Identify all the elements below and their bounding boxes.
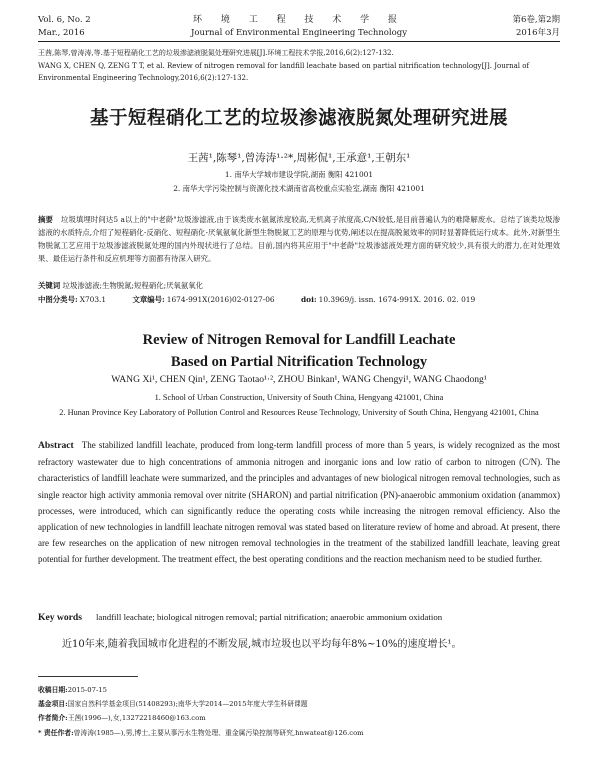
authors-cn: 王茜¹,陈琴¹,曾涛涛¹·²*,周彬侃¹,王承意¹,王朝东¹ (187, 152, 411, 164)
affiliation-cn-1: 1. 南华大学城市建设学院,湖南 衡阳 421001 (224, 170, 374, 179)
keywords-en-text: landfill leachate; biological nitrogen removal; partial nitrification; anaerobic ammonium oxidation (95, 612, 443, 622)
abstract-en-text: The stabilized landfill leachate, produced from long-term landfill process of more than 5 years, is widely recognized as the most refractory wastewater due to high concentrations of ammonia nitrogen and inorganic ions and low ratio of carbon to nitrogen (C/N). The characteristics of landfill leachate were summarized, and the principles and advantages of new biological nitrogen removal technologies, such as single reactor high activity ammonia removal over nitrite (SHARON) and partial nitrification (PN)-anaerobic ammonium oxidation (anammox) processes, were introduced, which can significantly reduce the operating costs while increasing the nitrogen removal efficiency. Also the application of new technologies in landfill leachate nitrogen removal was stated based on literature review of home and abroad. At present, there are few researches on the application of new nitrogen removal technologies in the treatment of the stabilized landfill leachate, leaving great potential for further development. The treatment effect, the best operating conditions and the reaction mechanism need to be studied further. (38, 440, 560, 565)
classification-line (38, 294, 560, 305)
footnote-divider (38, 676, 138, 677)
keywords-cn-label: 关键词 (38, 281, 61, 290)
citation-block (38, 47, 560, 85)
citation-en-line2: Environmental Engineering Technology,2016,6(2):127-132. (38, 74, 249, 82)
footnote-author: 作者简介:王茜(1996—),女,13272218460@163.com (38, 714, 206, 723)
abstract-cn (38, 213, 560, 265)
document-code: 文章编号: 1674-991X(2016)02-0127-06 (132, 295, 275, 304)
journal-name (38, 14, 560, 40)
abstract-en-label: Abstract (38, 440, 74, 451)
footnotes (38, 683, 560, 740)
title-cn: 基于短程硝化工艺的垃圾渗滤液脱氮处理研究进展 (89, 108, 508, 129)
citation-en-line1: WANG X, CHEN Q, ZENG T T, et al. Review of nitrogen removal for landfill leachate based on partial nitrification technology[J]. Journal of (38, 61, 530, 70)
title-en-line1: Review of Nitrogen Removal for Landfill Leachate (142, 332, 456, 348)
date-cn: 2016年3月 (515, 28, 560, 38)
affiliation-cn-2: 2. 南华大学污染控制与资源化技术湖南省高校重点实验室,湖南 衡阳 421001 (173, 184, 425, 193)
keywords-cn-text: 垃圾渗滤液;生物脱氮;短程硝化;厌氧氨氧化 (62, 281, 204, 290)
title-en (38, 329, 560, 373)
citation-cn: 王茜,陈琴,曾涛涛,等.基于短程硝化工艺的垃圾渗滤液脱氮处理研究进展[J].环境工程技术学报,2016,6(2):127-132. (38, 49, 394, 57)
footnote-received: 收稿日期:2015-07-15 (38, 686, 107, 694)
affiliation-en-2: 2. Hunan Province Key Laboratory of Pollution Control and Resources Reuse Technology, University of South China, Hengyang 421001, China (59, 408, 539, 417)
volume: Vol. 6, No. 2 (38, 15, 91, 25)
abstract-cn-text: 垃圾填埋时间达5 a以上的"中老龄"垃圾渗滤液,由于该类废水氨氮浓度较高,无机离子浓度高,C/N较低,是目前普遍认为的难降解废水。总结了该类垃圾渗滤液的水质特点,介绍了短程硝化-反硝化、短程硝化-厌氧氨氧化新型生物脱氮工艺的原理与优势,阐述以在提高脱氮效率的同时显著降低运行成本。此外,对新型生物脱氮工艺应用于垃圾渗滤液脱氮处理的国内外现状进行了总结。目前,国内将其应用于"中老龄"垃圾渗滤液处理方面的研究较少,具有很大的潜力,在对处理效果、最佳运行条件和反应机理等方面都有待深入研究。 (38, 215, 561, 263)
abstract-en (38, 437, 560, 568)
footnote-corresponding: * 责任作者:曾涛涛(1985—),男,博士,主要从事污水生物处理、重金属污染控制等研究,hnwateat@126.com (38, 728, 364, 737)
footnote-fund: 基金项目:国家自然科学基金项目(51408293);南华大学2014—2015年度大学生科研课题 (38, 700, 308, 709)
keywords-cn (38, 280, 560, 291)
clc-number: 中图分类号: X703.1 (38, 295, 107, 304)
keywords-en (38, 612, 560, 623)
abstract-cn-label: 摘要 (38, 215, 53, 224)
doi: doi: 10.3969/j. issn. 1674-991X. 2016. 02. 019 (301, 295, 476, 304)
introduction-paragraph: 近10年来,随着我国城市化进程的不断发展,城市垃圾也以平均每年8%~10%的速度增长¹。 (62, 639, 462, 650)
keywords-en-label: Key words (38, 612, 82, 623)
issue-cn: 第6卷,第2期 (512, 15, 560, 25)
journal-name-cn: 环 境 工 程 技 术 学 报 (192, 15, 406, 25)
journal-name-en: Journal of Environmental Engineering Technology (190, 28, 408, 38)
running-header (38, 14, 560, 42)
authors-en: WANG Xi¹, CHEN Qin¹, ZENG Taotao¹·², ZHOU Binkan¹, WANG Chengyi¹, WANG Chaodong¹ (111, 374, 487, 385)
issue-date: Mar., 2016 (38, 28, 85, 38)
title-en-line2: Based on Partial Nitrification Technology (170, 354, 428, 370)
affiliation-en-1: 1. School of Urban Construction, University of South China, Hengyang 421001, China (154, 393, 444, 402)
issue-info-cn (512, 14, 560, 40)
